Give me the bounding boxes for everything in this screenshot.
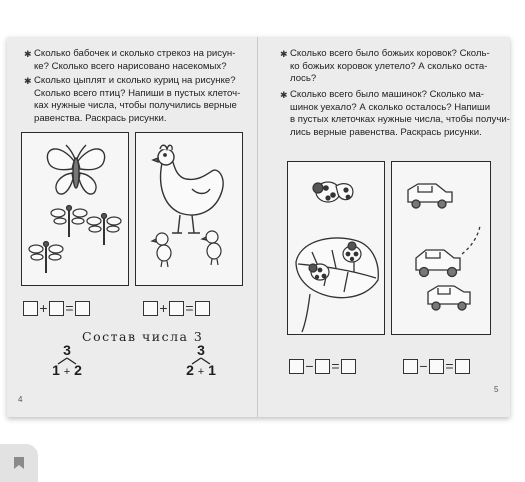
right-equation-2: [403, 359, 470, 374]
right-equation-1: [289, 359, 356, 374]
text-line: лось?: [290, 73, 317, 85]
car-icon: [416, 226, 480, 277]
text-line: Сколько всего было божьих коровок? Сколь-: [290, 48, 490, 59]
left-question-butterflies: [24, 48, 259, 73]
text-line: ке? Сколько всего нарисовано насекомых?: [34, 60, 227, 72]
birds-illustration: [136, 133, 242, 285]
answer-box[interactable]: [341, 359, 356, 374]
insects-panel: [21, 132, 129, 286]
left-page: [7, 37, 258, 417]
answer-box[interactable]: [169, 301, 184, 316]
answer-box[interactable]: [75, 301, 90, 316]
ladybugs-illustration: [288, 162, 384, 334]
part-right: 1: [208, 362, 216, 378]
cars-illustration: [392, 162, 490, 334]
text-line: Сколько бабочек и сколько стрекоз на рисун-: [34, 48, 236, 59]
text-line: ко божьих коровок улетело? А сколько оста-: [290, 60, 488, 72]
asterisk-icon: ✱: [24, 76, 32, 86]
asterisk-icon: ✱: [280, 49, 288, 59]
equals-sign: =: [445, 358, 454, 374]
car-icon: [408, 184, 452, 208]
part-left: 1: [52, 362, 60, 378]
asterisk-icon: ✱: [280, 90, 288, 100]
dragonfly-icon: [51, 206, 87, 238]
composition-branches: [181, 357, 221, 365]
left-equation-1: [23, 301, 90, 316]
dragonfly-icon: [29, 242, 63, 274]
minus-sign: −: [419, 358, 428, 374]
composition-total: 3: [63, 342, 71, 358]
leaf-icon: [296, 238, 378, 332]
plus-sign: +: [159, 300, 168, 316]
equals-sign: =: [331, 358, 340, 374]
chick-icon: [202, 231, 221, 265]
butterfly-icon: [47, 145, 104, 194]
text-line: равенства. Раскрась рисунки.: [34, 112, 167, 124]
right-question-cars: [280, 89, 515, 139]
answer-box[interactable]: [49, 301, 64, 316]
composition-total: 3: [197, 342, 205, 358]
section-title: Состав числа 3: [82, 329, 204, 344]
answer-box[interactable]: [429, 359, 444, 374]
part-right: 2: [74, 362, 82, 378]
composition-parts: [181, 363, 221, 380]
chick-icon: [152, 233, 171, 267]
ladybugs-panel: [287, 161, 385, 335]
composition-1: [47, 343, 87, 380]
text-line: в пустых клеточках нужные числа, чтобы получи-: [290, 114, 510, 126]
dragonfly-icon: [87, 214, 121, 246]
answer-box[interactable]: [403, 359, 418, 374]
right-page: [258, 37, 510, 417]
bookmark-button[interactable]: [0, 444, 38, 482]
book-spread: [7, 37, 510, 417]
left-equation-2: [143, 301, 210, 316]
car-icon: [428, 286, 470, 310]
text-line: Сколько всего было машинок? Сколько ма-: [290, 89, 484, 100]
text-line: Сколько цыплят и сколько куриц на рисунке?: [34, 75, 236, 86]
part-sep: +: [63, 366, 71, 378]
composition-parts: [47, 363, 87, 380]
cars-panel: [391, 161, 491, 335]
plus-sign: +: [39, 300, 48, 316]
left-question-chickens: [24, 75, 259, 125]
equals-sign: =: [185, 300, 194, 316]
text-line: шинок уехало? А сколько осталось? Напиши: [290, 101, 491, 113]
composition-branches: [47, 357, 87, 365]
asterisk-icon: ✱: [24, 49, 32, 59]
composition-2: [181, 343, 221, 380]
minus-sign: −: [305, 358, 314, 374]
page-number-right: 5: [494, 385, 499, 394]
ladybug-icon: [313, 182, 353, 202]
answer-box[interactable]: [289, 359, 304, 374]
text-line: ках нужные числа, чтобы получились верные: [34, 100, 237, 112]
answer-box[interactable]: [23, 301, 38, 316]
answer-box[interactable]: [455, 359, 470, 374]
text-line: лись верные равенства. Раскрась рисунки.: [290, 126, 482, 138]
part-sep: +: [197, 366, 205, 378]
right-question-ladybugs: [280, 48, 515, 86]
part-left: 2: [186, 362, 194, 378]
text-line: Сколько всего птиц? Напиши в пустых клеточ-: [34, 87, 241, 99]
answer-box[interactable]: [315, 359, 330, 374]
insects-illustration: [22, 133, 128, 285]
answer-box[interactable]: [143, 301, 158, 316]
bookmark-icon: [13, 456, 25, 470]
page-number-left: 4: [18, 395, 23, 404]
equals-sign: =: [65, 300, 74, 316]
birds-panel: [135, 132, 243, 286]
hen-icon: [153, 145, 223, 233]
answer-box[interactable]: [195, 301, 210, 316]
